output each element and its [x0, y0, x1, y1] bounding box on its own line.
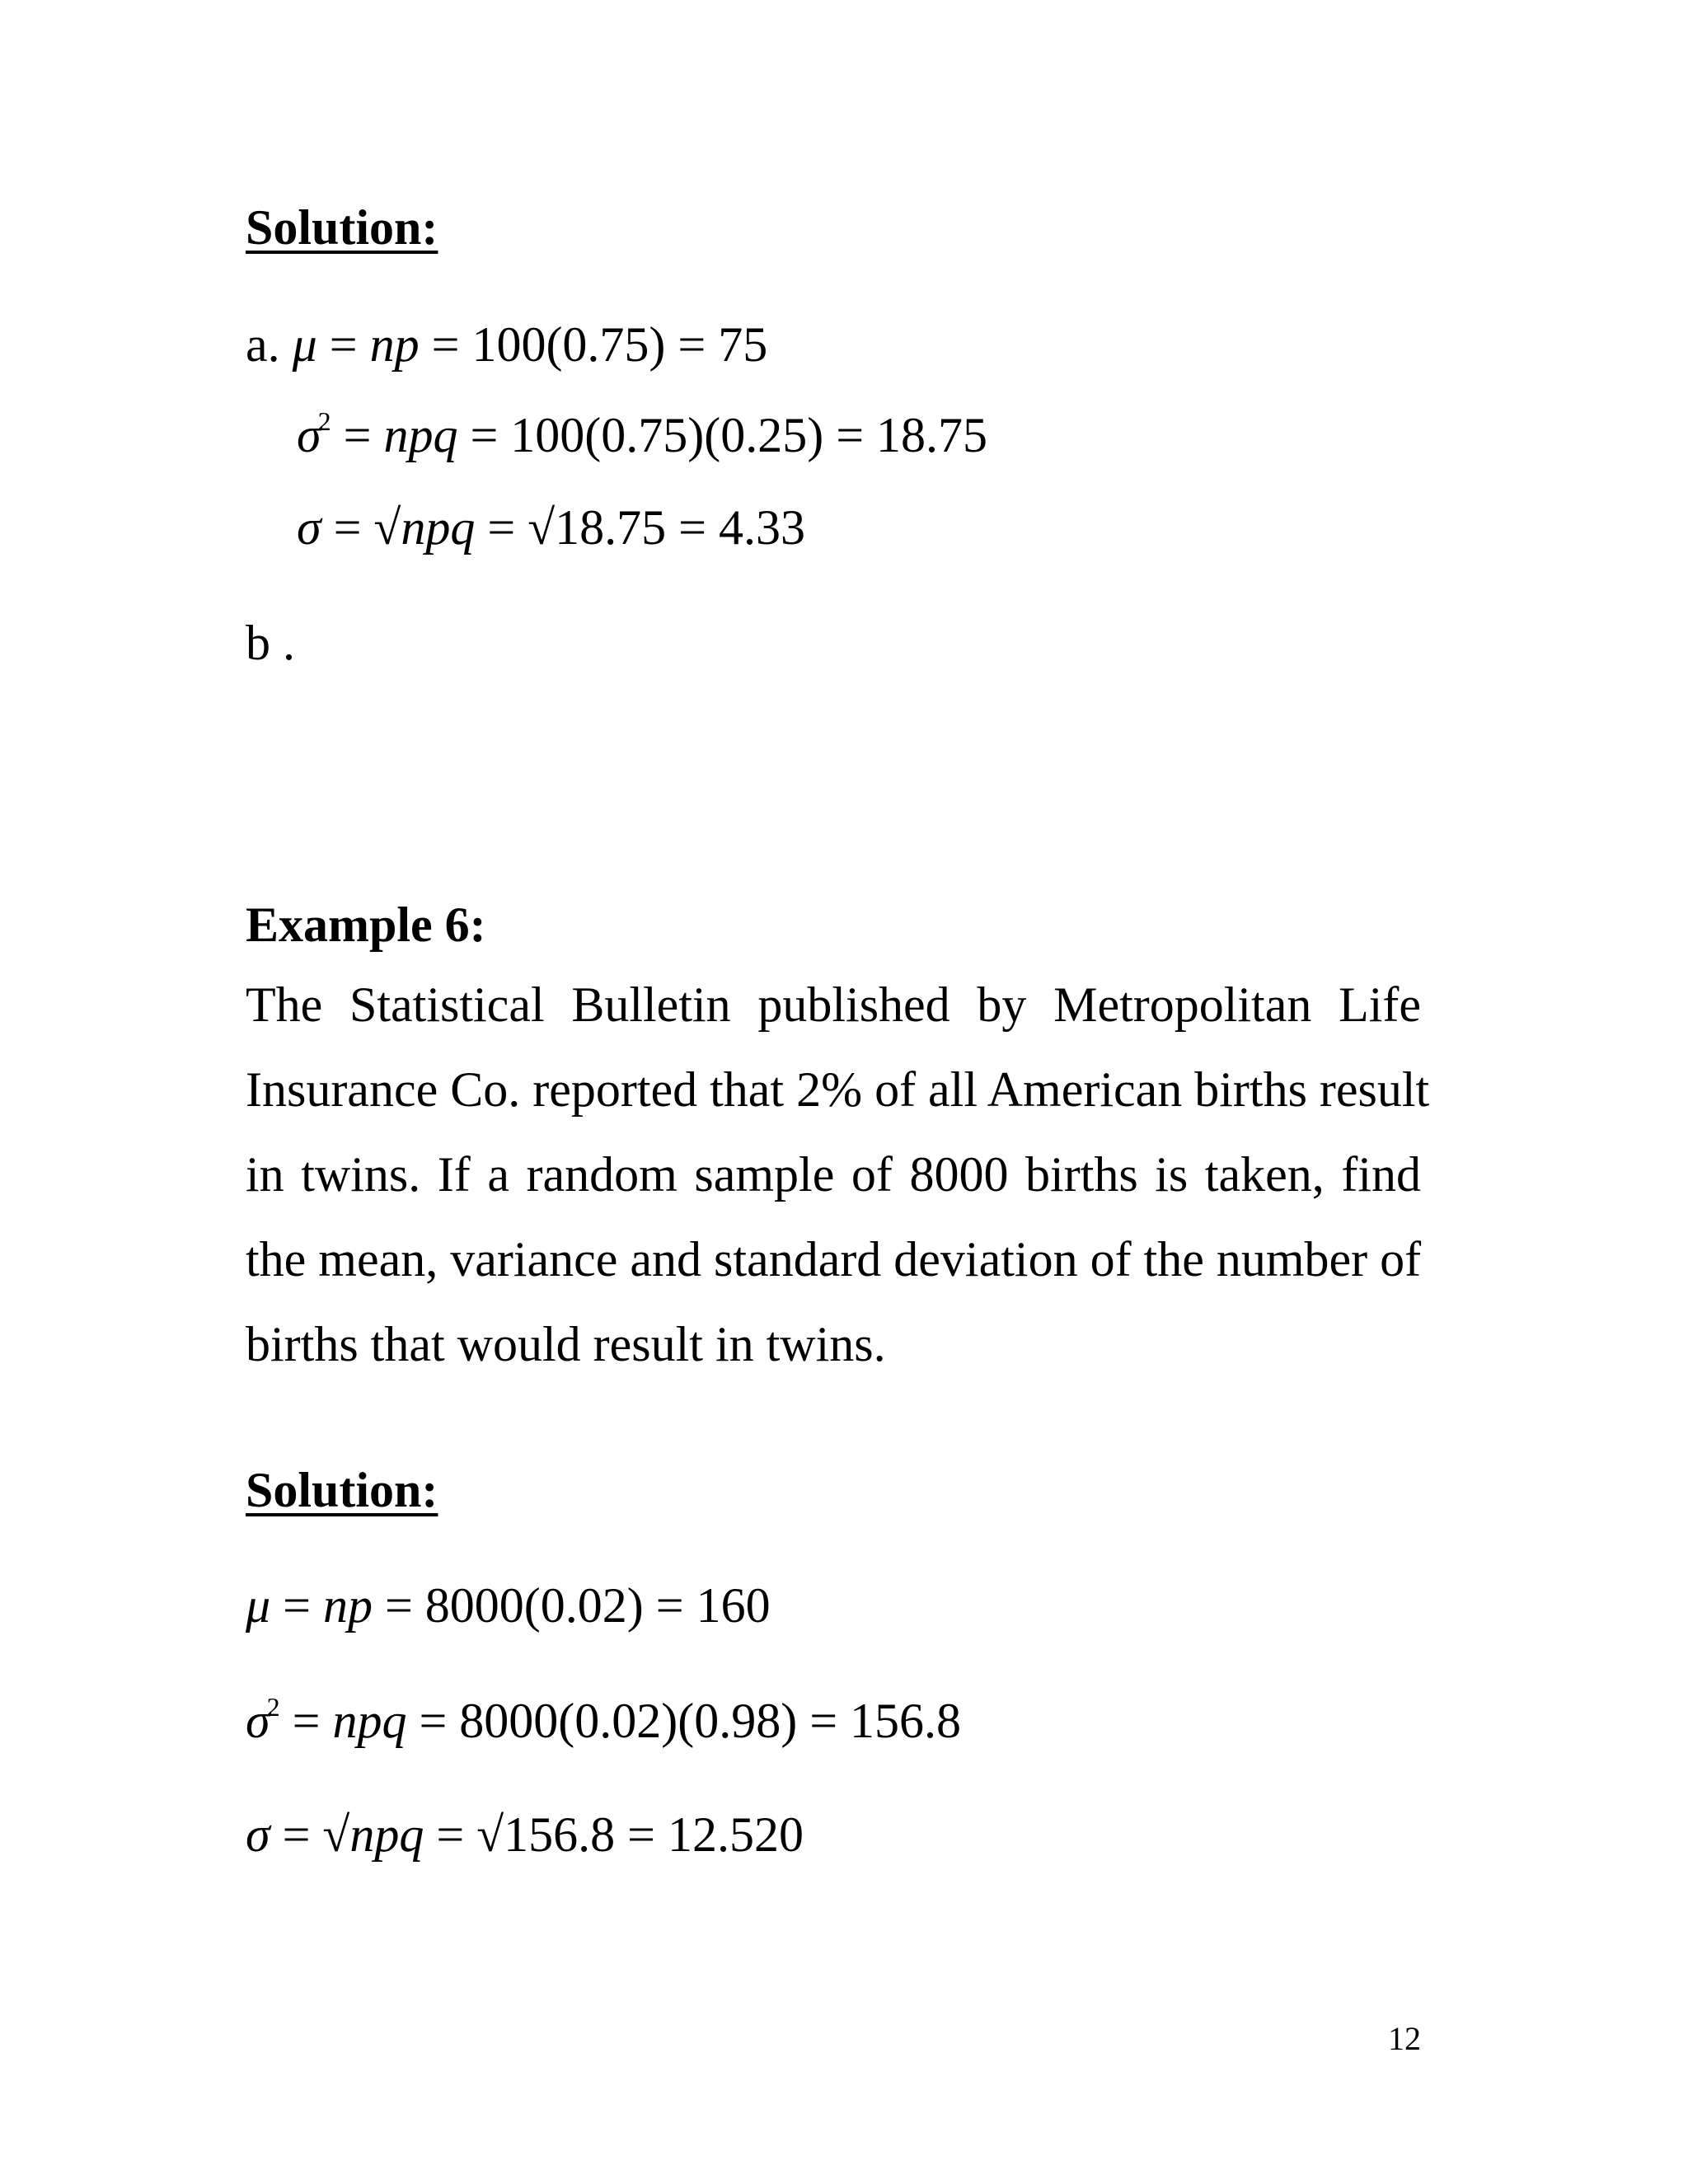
- sigma-symbol: σ: [246, 1694, 270, 1748]
- paragraph-line: The Statistical Bulletin published by Metropolitan Life: [246, 977, 1421, 1032]
- solution-heading: Solution:: [246, 1463, 438, 1517]
- equation-mean: μ = np = 8000(0.02) = 160: [246, 1578, 771, 1633]
- equation-variance-a: $\sigma^2$ = npq = 100(0.75)(0.25) = 18.75: [297, 406, 988, 462]
- exponent: 2: [317, 406, 331, 436]
- sigma-symbol: σ: [297, 408, 321, 462]
- equation-mean-a: a. μ = np = 100(0.75) = 75: [246, 317, 768, 372]
- equation-sd: σ = √npq = √156.8 = 12.520: [246, 1807, 804, 1862]
- formula-text: npq: [383, 408, 458, 462]
- formula-text: npq: [332, 1694, 407, 1748]
- sigma-symbol: σ: [297, 500, 321, 555]
- equation-variance: $\sigma^2$ = npq = 8000(0.02)(0.98) = 156.8: [246, 1692, 962, 1748]
- formula-text: npq: [401, 500, 476, 555]
- exponent: 2: [266, 1692, 280, 1722]
- equation-sd-a: σ = √npq = √18.75 = 4.33: [297, 500, 805, 555]
- sigma-symbol: σ: [246, 1807, 270, 1862]
- part-b-label: b .: [246, 616, 295, 670]
- example-heading: Example 6:: [246, 898, 486, 952]
- paragraph-line: Insurance Co. reported that 2% of all American births result: [246, 1062, 1430, 1117]
- formula-text: np: [369, 317, 420, 372]
- solution-heading: Solution:: [246, 200, 438, 255]
- mu-symbol: μ: [292, 317, 317, 372]
- page-number: 12: [1388, 2020, 1421, 2057]
- formula-text: np: [322, 1578, 373, 1633]
- paragraph-line: births that would result in twins.: [246, 1317, 886, 1371]
- paragraph-line: in twins. If a random sample of 8000 births is taken, find: [246, 1147, 1421, 1202]
- paragraph-line: the mean, variance and standard deviation of the number of: [246, 1232, 1422, 1286]
- part-a-label: a.: [246, 317, 280, 372]
- example-paragraph: [246, 963, 1430, 1387]
- mu-symbol: μ: [246, 1578, 271, 1633]
- formula-text: npq: [349, 1807, 424, 1862]
